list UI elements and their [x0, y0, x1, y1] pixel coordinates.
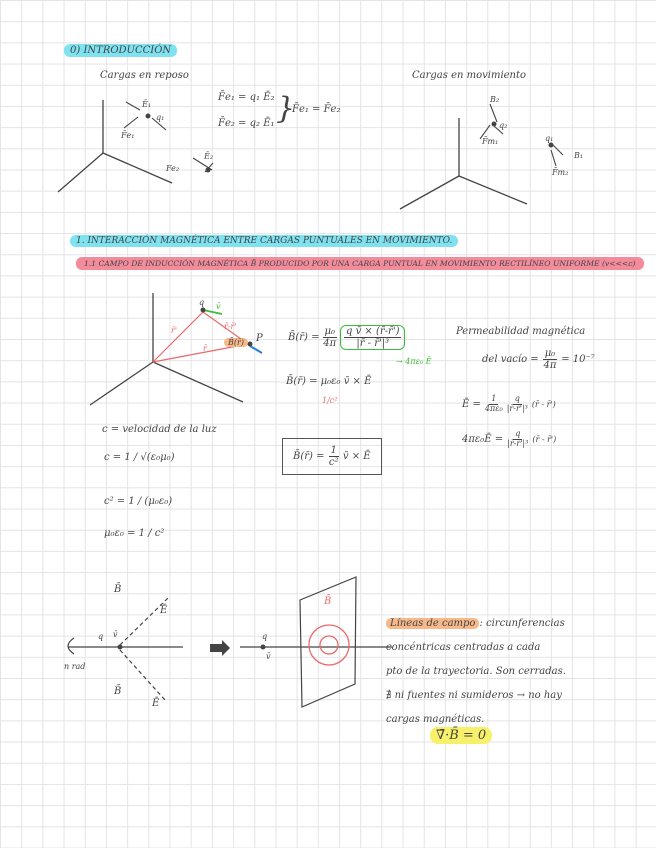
- lbl-E2: Ē₂: [204, 152, 214, 161]
- perm-frac: [543, 348, 558, 371]
- mu-eps-eq: μ₀ε₀ = 1 / c²: [104, 528, 165, 539]
- lbl-B-at-P: B̄(r̄): [224, 338, 248, 347]
- bs-lhs: B̄(r̄) =: [288, 332, 320, 343]
- bs-num: q v̄ × (r̄-r̄'): [346, 326, 400, 337]
- moving-label: Cargas en movimiento: [412, 70, 527, 81]
- lbl-P: P: [256, 333, 263, 344]
- c2-eq: c² = 1 / (μ₀ε₀): [104, 496, 173, 507]
- rest-arrows: [124, 102, 213, 172]
- perm-title: Permeabilidad magnética: [456, 326, 586, 337]
- E2-den: |r̄-r̄'|³: [507, 438, 529, 448]
- section-1-1-title: 1.1 CAMPO DE INDUCCIÓN MAGNÉTICA B̄ PRODUCIDO POR UNA CARGA PUNTUAL EN MOVIMIENTO RECTILÍNEO UNIFORME (v<<<c): [76, 257, 644, 270]
- field-lines-text3: pto de la trayectoria. Son cerradas.: [386, 666, 566, 677]
- perm-val: = 10⁻⁷: [561, 354, 595, 365]
- lbl-B1: B₁: [574, 151, 584, 160]
- bottom-lbl-nrad: n rad: [64, 662, 86, 671]
- E-rhs: (r̄ - r̄'): [531, 399, 556, 409]
- E-frac1-den: 4πε₀: [484, 403, 503, 413]
- lbl-v: v̄: [216, 302, 221, 311]
- rest-eq2: F̄e₂ = q₂ Ē₁: [218, 118, 275, 129]
- B-vector-arrow: [250, 346, 262, 353]
- eq2-note: 1/c²: [322, 396, 338, 405]
- lbl-Fe2: Fe₂: [166, 164, 180, 173]
- boxed-result: [282, 438, 382, 475]
- bottom-lbl-B-top: B̄: [114, 584, 122, 595]
- c-title: c = velocidad de la luz: [102, 424, 217, 435]
- lbl-r-minus-rp: r̄-r̄': [224, 322, 237, 331]
- perm-num: μ₀: [544, 348, 556, 359]
- E-frac2: [507, 395, 528, 414]
- E2-rhs: (r̄ - r̄'): [532, 434, 557, 444]
- bs-vec-frac: [340, 325, 405, 350]
- E-frac2-num: q: [514, 394, 520, 403]
- moving-charge-q2: [492, 122, 497, 127]
- eq2: B̄(r̄) = μ₀ε₀ v̄ × Ē: [286, 376, 372, 387]
- lbl-r: r̄: [203, 344, 207, 353]
- lbl-q1b: q₁: [545, 134, 554, 143]
- rest-eq3: F̄e₁ = F̄e₂: [292, 104, 341, 115]
- lbl-rp: r̄': [171, 326, 178, 335]
- bottom-lbl-E-top: Ē: [160, 605, 168, 616]
- plane-charge: [261, 645, 266, 650]
- rest-axes: [58, 100, 172, 192]
- boxed-num: 1: [330, 445, 337, 456]
- bs-arrow-note: → 4πε₀ Ē: [396, 357, 432, 366]
- bottom-lbl-q: q: [98, 632, 104, 641]
- lbl-q1: q₁: [156, 113, 165, 122]
- lbl-E1: Ē₁: [142, 100, 152, 109]
- field-lines-text2: concéntricas centradas a cada: [386, 642, 541, 653]
- E-frac2-den: |r̄-r̄'|³: [506, 403, 528, 413]
- plane-lbl-q: q: [262, 632, 268, 641]
- lbl-B2: B₂: [490, 95, 500, 104]
- field-lines-text5: cargas magnéticas.: [386, 714, 485, 725]
- field-lines-text1: : circunferencias: [479, 618, 565, 629]
- brace: }: [276, 91, 296, 126]
- plane-lbl-v: v̄: [266, 652, 271, 661]
- boxed-lhs: B̄(r̄) =: [293, 451, 325, 462]
- bottom-lbl-E-bot: Ē: [152, 698, 160, 709]
- section-0-title: 0) INTRODUCCIÓN: [64, 44, 177, 57]
- plane-diagram: [240, 577, 392, 707]
- bs-mu0: μ₀: [324, 326, 336, 337]
- lbl-Fm1: F̄m₁: [482, 137, 499, 146]
- E2-lhs: 4πε₀Ē =: [462, 433, 504, 445]
- rest-label: Cargas en reposo: [100, 70, 189, 81]
- bs-4pi: 4π: [323, 338, 337, 349]
- boxed-frac: [329, 445, 339, 468]
- E2-num: q: [515, 429, 521, 438]
- field-lines-title: Líneas de campo: [386, 618, 479, 629]
- E2-eq: [462, 430, 556, 449]
- bs-den: |r̄ - r̄'|³: [356, 338, 390, 349]
- E-eq: [462, 395, 556, 414]
- field-point-P: [248, 342, 253, 347]
- c-eq: c = 1 / √(ε₀μ₀): [104, 452, 175, 463]
- moving-charge-q1: [549, 143, 554, 148]
- E-frac1: [485, 395, 503, 414]
- perm-eq: [482, 348, 595, 371]
- divergence-eq: ∇̄·B̄ = 0: [430, 727, 492, 744]
- biot-savart-eq: [288, 325, 405, 350]
- E2-frac: [507, 430, 528, 449]
- section-1-title: 1. INTERACCIÓN MAGNÉTICA ENTRE CARGAS PUNTUALES EN MOVIMIENTO.: [70, 235, 458, 247]
- arrow-to-plane: [210, 640, 230, 656]
- perm-den: 4π: [543, 360, 557, 371]
- boxed-rhs: v̄ × Ē: [342, 451, 371, 462]
- field-lines-note: [386, 612, 626, 732]
- E-frac1-num: 1: [491, 394, 497, 403]
- field-vectors: [153, 312, 248, 362]
- field-circles: [309, 625, 349, 665]
- perm-line: del vacío =: [482, 354, 539, 365]
- moving-axes: [400, 118, 527, 209]
- lbl-q: q: [199, 298, 205, 307]
- field-lines-text4: ∄ ni fuentes ni sumideros → no hay: [386, 690, 562, 701]
- boxed-den: c²: [328, 457, 339, 468]
- lbl-q2: q₂: [499, 121, 508, 130]
- rest-charge-q2: [206, 168, 211, 173]
- lbl-Fm2: F̄m₂: [552, 168, 569, 177]
- bs-const-frac: [323, 326, 338, 349]
- E-lhs: Ē =: [462, 398, 481, 410]
- field-charge: [201, 308, 206, 313]
- lbl-Fe1: F̄e₁: [121, 131, 135, 140]
- bottom-lbl-v: v̄: [113, 630, 118, 639]
- rest-eq1: F̄e₁ = q₁ Ē₂: [218, 92, 275, 103]
- rest-charge-q1: [146, 114, 151, 119]
- plane-lbl-B: B̄: [324, 596, 332, 607]
- bottom-charge: [118, 645, 123, 650]
- bottom-lbl-B-bot: B̄: [114, 686, 122, 697]
